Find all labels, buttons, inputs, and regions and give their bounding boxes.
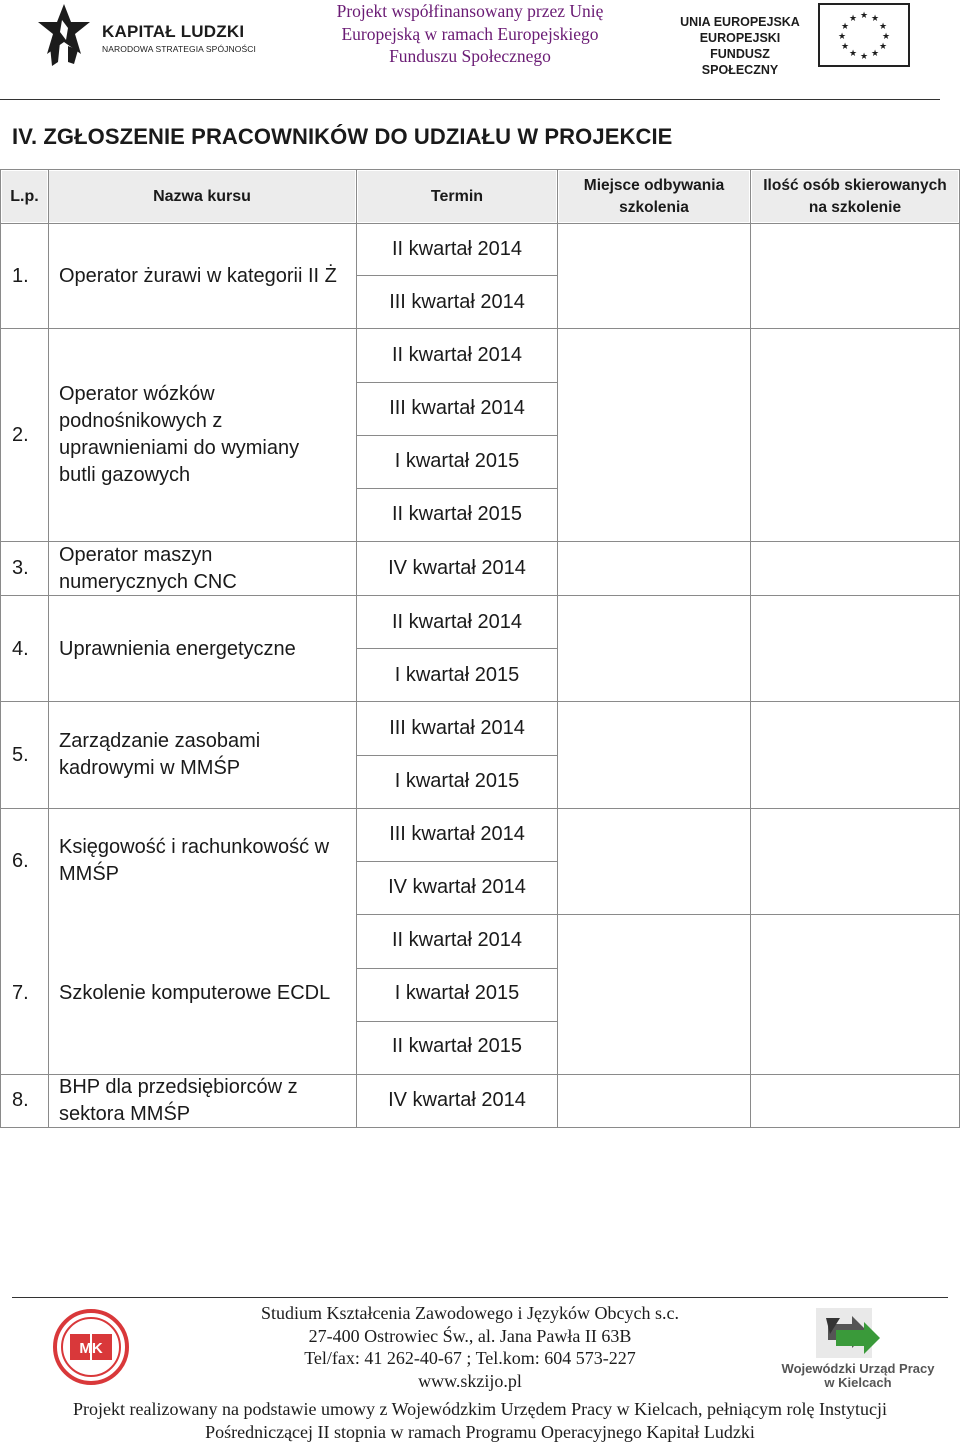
table-border [0, 808, 960, 809]
svg-text:★: ★ [840, 42, 850, 52]
table-border [357, 382, 557, 383]
svg-text:★: ★ [848, 49, 858, 59]
project-note-line: Funduszu Społecznego [389, 46, 551, 66]
row-number: 5. [12, 744, 29, 766]
course-name-line: butli gazowych [59, 464, 191, 486]
header-place-line: szkolenia [619, 198, 689, 216]
project-footer-note [10, 1398, 950, 1443]
course-name-line: Operator wózków [59, 383, 215, 405]
wup-logo-line: Wojewódzki Urząd Pracy [781, 1361, 935, 1376]
header-lp: L.p. [2, 171, 47, 222]
row-number: 6. [12, 850, 29, 872]
term-value: III kwartał 2014 [389, 291, 525, 313]
eu-flag-icon [818, 3, 910, 67]
course-name-line: Zarządzanie zasobami [59, 730, 261, 752]
eu-logo-line: FUNDUSZ SPOŁECZNY [701, 47, 779, 77]
eu-logo-text [672, 14, 808, 78]
term-value: II kwartał 2014 [391, 344, 523, 366]
svg-text:★: ★ [848, 14, 858, 24]
table-border [357, 488, 557, 489]
training-table [0, 169, 960, 1129]
project-note-line: Projekt współfinansowany przez Unię [336, 1, 604, 21]
row-number: 4. [12, 638, 29, 660]
table-border [48, 169, 49, 1127]
term-value: II kwartał 2014 [391, 929, 523, 951]
svg-text:★: ★ [859, 52, 869, 62]
term-value: I kwartał 2015 [394, 664, 520, 686]
school-contact-line: www.skzijo.pl [418, 1370, 522, 1391]
eu-logo-line: EUROPEJSKI [699, 31, 781, 45]
course-name-line: Uprawnienia energetyczne [59, 638, 296, 660]
mk-logo-text: MK [79, 1340, 103, 1357]
course-name [59, 980, 354, 1007]
row-number: 3. [12, 557, 29, 579]
table-border [0, 701, 960, 702]
course-name-line: uprawnieniami do wymiany [59, 437, 300, 459]
table-border [357, 755, 557, 756]
header-count-line: na szkolenie [808, 198, 902, 216]
course-name-line: BHP dla przedsiębiorców z [59, 1076, 298, 1098]
term-value: II kwartał 2014 [391, 238, 523, 260]
term-value: II kwartał 2015 [391, 1035, 523, 1057]
term-value: IV kwartał 2014 [388, 876, 526, 898]
wup-kielce-logo [768, 1300, 948, 1392]
term-value: IV kwartał 2014 [388, 1089, 526, 1111]
footer-note-line: Projekt realizowany na podstawie umowy z Wojewódzkim Urzędem Pracy w Kielcach, pełniącym rolę Instytucji [73, 1399, 887, 1419]
term-value: III kwartał 2014 [389, 717, 525, 739]
table-border [0, 169, 1, 1127]
school-contact-line: Studium Kształcenia Zawodowego i Języków Obcych s.c. [261, 1303, 679, 1323]
row-number: 8. [12, 1089, 29, 1111]
term-value: I kwartał 2015 [394, 450, 520, 472]
table-border [357, 275, 557, 276]
table-border [357, 435, 557, 436]
svg-text:★: ★ [870, 14, 880, 24]
row-number: 2. [12, 424, 29, 446]
course-name-line: Operator żurawi w kategorii II Ż [59, 265, 337, 287]
term-value: III kwartał 2014 [389, 397, 525, 419]
svg-text:★: ★ [881, 32, 891, 42]
header-term: Termin [358, 171, 556, 222]
eu-logo [672, 6, 922, 77]
course-name [59, 636, 354, 663]
row-number: 1. [12, 265, 29, 287]
project-cofinancing-note [300, 0, 640, 68]
term-value: II kwartał 2014 [391, 611, 523, 633]
table-border [357, 1021, 557, 1022]
svg-text:★: ★ [878, 22, 888, 32]
course-name [59, 834, 354, 888]
table-border [0, 169, 960, 170]
section-title: IV. ZGŁOSZENIE PRACOWNIKÓW DO UDZIAŁU W PROJEKCIE [12, 124, 673, 149]
table-border [0, 223, 960, 224]
school-contact-line: Tel/fax: 41 262-40-67 ; Tel.kom: 604 573-227 [304, 1348, 636, 1368]
course-name [59, 381, 354, 489]
term-value: III kwartał 2014 [389, 823, 525, 845]
header-place [559, 171, 749, 222]
table-border [750, 169, 751, 1127]
kapital-ludzki-subtitle: NARODOWA STRATEGIA SPÓJNOŚCI [102, 44, 256, 54]
table-border [357, 968, 557, 969]
header-course-name: Nazwa kursu [49, 171, 355, 222]
course-name-line: podnośnikowych z [59, 410, 223, 432]
term-value: IV kwartał 2014 [388, 557, 526, 579]
kapital-ludzki-title: KAPITAŁ LUDZKI [102, 22, 245, 41]
kapital-ludzki-logo [38, 2, 258, 68]
course-name-line: Księgowość i rachunkowość w [59, 836, 330, 858]
course-name [59, 542, 354, 596]
table-border [357, 595, 960, 596]
school-contact [210, 1302, 730, 1392]
term-value: II kwartał 2015 [391, 503, 523, 525]
table-border [557, 169, 558, 1127]
course-name [59, 728, 354, 782]
eu-logo-line: UNIA EUROPEJSKA [680, 15, 800, 29]
svg-text:★: ★ [837, 32, 847, 42]
header-divider [0, 99, 940, 100]
header-place-line: Miejsce odbywania [583, 176, 725, 194]
table-border [0, 328, 960, 329]
header-participant-count [752, 171, 958, 222]
footer-divider [12, 1297, 948, 1298]
course-name-line: MMŚP [59, 863, 119, 885]
course-name-line: Szkolenie komputerowe ECDL [59, 982, 331, 1004]
course-name [59, 263, 354, 290]
svg-text:★: ★ [859, 11, 869, 21]
wup-logo-text [768, 1362, 948, 1390]
table-border [357, 914, 960, 915]
header-count-line: Ilość osób skierowanych [763, 176, 947, 194]
table-border [357, 648, 557, 649]
svg-text:★: ★ [840, 22, 850, 32]
table-border [357, 541, 960, 542]
svg-text:★: ★ [870, 49, 880, 59]
table-border [357, 861, 557, 862]
term-value: I kwartał 2015 [394, 770, 520, 792]
course-name-line: kadrowymi w MMŚP [59, 757, 241, 779]
footer-note-line: Pośredniczącej II stopnia w ramach Programu Operacyjnego Kapitał Ludzki [205, 1421, 755, 1442]
star-figure-icon [38, 2, 98, 68]
school-contact-line: 27-400 Ostrowiec Św., al. Jana Pawła II 63B [308, 1325, 632, 1346]
course-name-line: numerycznych CNC [59, 571, 237, 593]
course-name-line: Operator maszyn [59, 544, 213, 566]
row-number: 7. [12, 982, 29, 1004]
term-value: I kwartał 2015 [394, 982, 520, 1004]
wup-logo-line: w Kielcach [824, 1375, 892, 1390]
svg-text:★: ★ [878, 42, 888, 52]
course-name-line: sektora MMŚP [59, 1103, 191, 1125]
course-name [59, 1074, 354, 1128]
wup-arrows-icon [768, 1300, 948, 1360]
school-mk-logo [52, 1308, 130, 1386]
table-border [357, 1074, 960, 1075]
project-note-line: Europejską w ramach Europejskiego [341, 23, 599, 44]
